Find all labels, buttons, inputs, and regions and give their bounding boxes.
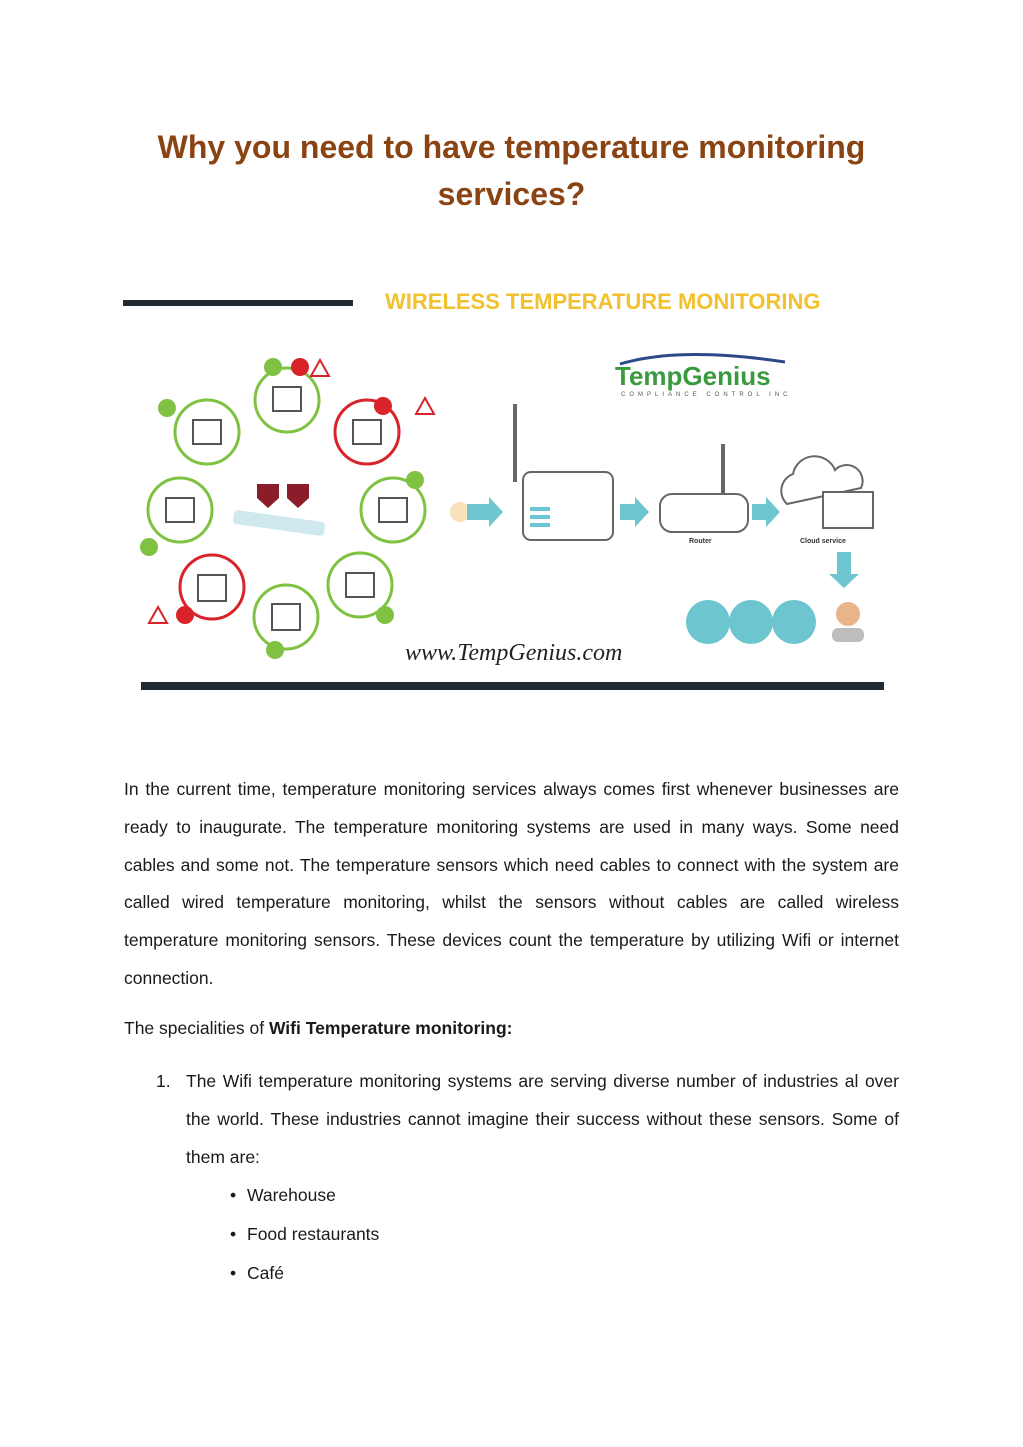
gateway-led (530, 523, 550, 527)
sensor-icon (273, 387, 301, 411)
shield-icon (287, 484, 309, 508)
sensor-circle-museum (254, 585, 318, 649)
brand-tagline: COMPLIANCE CONTROL INC (621, 392, 792, 398)
sensor-icon (193, 420, 221, 444)
website-url: www.TempGenius.com (405, 640, 623, 666)
gateway-led (530, 507, 550, 511)
status-badge-green (266, 641, 284, 659)
status-badge-red (374, 397, 392, 415)
specialities-prefix: The specialities of (124, 1018, 269, 1038)
gateway-device (515, 404, 613, 540)
status-badge-green (264, 358, 282, 376)
sensor-icon (272, 604, 300, 630)
warning-icon (311, 360, 329, 376)
router-label: Router (689, 538, 712, 545)
tablet-icon (729, 600, 773, 644)
sensor-device (232, 510, 325, 537)
status-badge-green (158, 399, 176, 417)
sensor-icon (379, 498, 407, 522)
flow-arrow-icon (829, 552, 859, 588)
status-badge-green (406, 471, 424, 489)
figure-top-bar (123, 300, 353, 306)
shield-icon (257, 484, 279, 508)
cloud-label: Cloud service (800, 538, 846, 545)
specialities-bold: Wifi Temperature monitoring: (268, 1018, 513, 1038)
bullet-item: • Food restaurants (230, 1215, 379, 1254)
intro-paragraph: In the current time, temperature monitoring services always comes first whenever businesses are ready to inaugurate. The temperature monitoring systems are used in many ways. Some need cables and some not. The temperature sensors which need cables to connect with the system are called wired temperature monitoring, whilst the sensors without cables are called wireless temperature monitoring sensors. These devices count the temperature by utilizing Wifi or internet connection. (124, 779, 899, 988)
status-badge-red (176, 606, 194, 624)
laptop-icon (686, 600, 730, 644)
router-device (660, 444, 748, 545)
sensor-circle-freezer (175, 400, 239, 464)
warning-icon (416, 398, 434, 414)
sensor-circle-chip (148, 478, 212, 542)
brand-name: TempGenius (615, 361, 771, 391)
client-devices (686, 600, 864, 644)
sensor-icon (353, 420, 381, 444)
list-item (156, 1063, 899, 1176)
figure-bottom-bar (141, 682, 884, 690)
status-badge-green (376, 606, 394, 624)
gateway-box (523, 472, 613, 540)
sensor-circle-lab (255, 368, 319, 432)
cloud-service (781, 456, 873, 545)
status-badge-red (291, 358, 309, 376)
user-avatar-icon (836, 602, 860, 626)
sensor-icon (346, 573, 374, 597)
status-badge-green (140, 538, 158, 556)
phone-icon (772, 600, 816, 644)
sensor-icon (166, 498, 194, 522)
list-text: The Wifi temperature monitoring systems are serving diverse number of industries al over the world. These industries cannot imagine their success without these sensors. Some of them are: (186, 1071, 899, 1167)
gateway-led (530, 515, 550, 519)
sensor-icon (198, 575, 226, 601)
signal-flow (450, 497, 859, 588)
sensor-cluster (140, 358, 434, 659)
warning-icon (149, 607, 167, 623)
user-body (832, 628, 864, 642)
bullet-item: • Warehouse (230, 1176, 379, 1215)
specialities-line (124, 1010, 899, 1048)
figure-banner: WIRELESS TEMPERATURE MONITORING (385, 289, 821, 314)
wireless-monitoring-figure (115, 282, 890, 702)
flow-arrow-icon (620, 497, 649, 527)
page-title: Why you need to have temperature monitoring services? (157, 129, 866, 212)
flow-arrow-icon (467, 497, 503, 527)
dashboard-panel (823, 492, 873, 528)
industry-bullets (230, 1176, 379, 1293)
router-box (660, 494, 748, 532)
bullet-item: • Café (230, 1254, 379, 1293)
list-number: 1. (156, 1071, 171, 1091)
brand-logo (615, 354, 791, 398)
flow-arrow-icon (752, 497, 780, 527)
